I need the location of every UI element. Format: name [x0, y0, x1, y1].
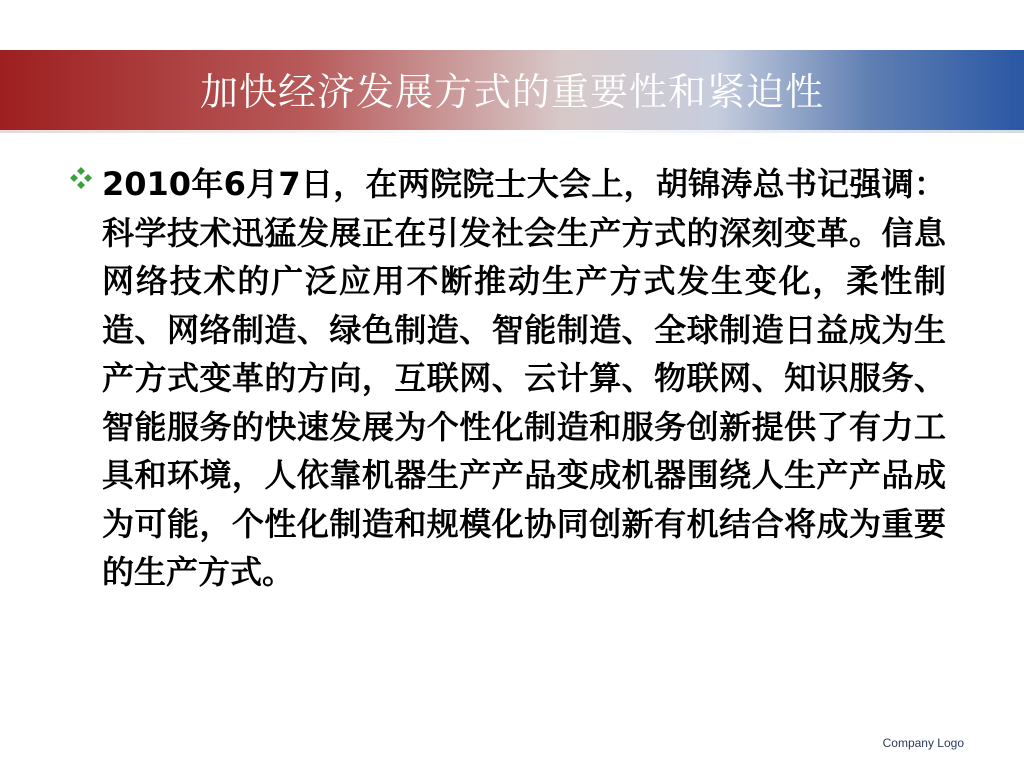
four-diamond-bullet-icon — [66, 164, 96, 194]
title-divider — [0, 130, 1024, 133]
company-logo: Company Logo — [882, 736, 964, 750]
bullet-text: 2010年6月7日，在两院院士大会上，胡锦涛总书记强调：科学技术迅猛发展正在引发社会生产方式的深刻变革。信息网络技术的广泛应用不断推动生产方式发生变化，柔性制造、网络制造、绿色制造、智能制造、全球制造日益成为生产方式变革的方向，互联网、云计算、物联网、知识服务、智能服务的快速发展为个性化制造和服务创新提供了有力工具和环境，人依靠机器生产产品变成机器围绕人生产产品成为可能，个性化制造和规模化协同创新有机结合将成为重要的生产方式。 — [102, 165, 946, 591]
slide-title: 加快经济发展方式的重要性和紧迫性 — [199, 70, 824, 114]
bullet-item — [66, 160, 946, 597]
